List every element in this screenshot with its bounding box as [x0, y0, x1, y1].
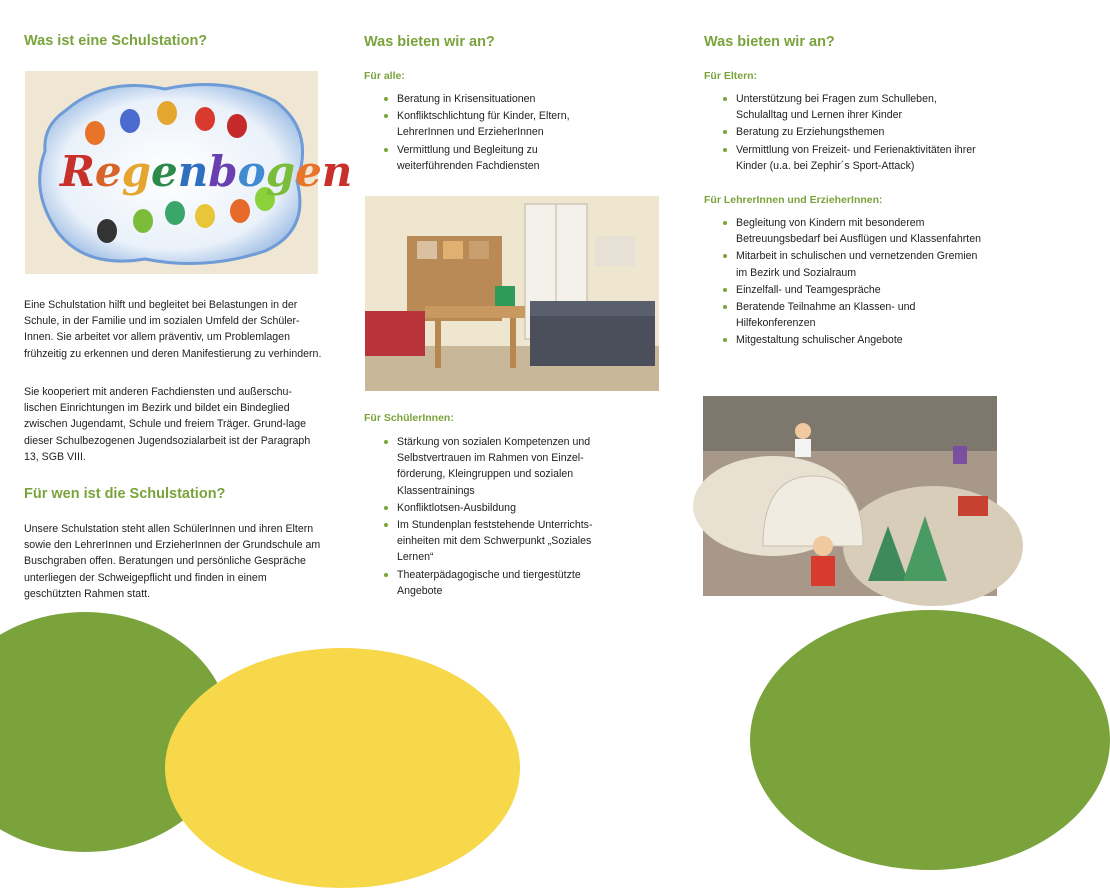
para-for-whom: Unsere Schulstation steht allen SchülerInnen und ihren Eltern sowie den LehrerInnen und ErzieherInnen der Grundschule am Buschgraben offen. Beratungen und persönliche Gespräche unterliegen der Schweigepflicht und finden in einem geschützten Rahmen statt. [24, 523, 321, 600]
sub-for-students: Für SchülerInnen: [364, 412, 454, 424]
list-for-teachers [722, 215, 982, 350]
para-cooperation: Sie kooperiert mit anderen Fachdiensten und außerschu-lischen Einrichtungen im Bezirk und bildet ein Bindeglied zwischen Jugendamt, Schule und freiem Träger. Grund-lage dieser Schulbezogenen Jugendsozialarbeit ist der Paragraph 13, SGB VIII. [24, 386, 311, 463]
heading-offer-2: Was bieten wir an? [704, 34, 835, 50]
para-intro: Eine Schulstation hilft und begleitet bei Belastungen in der Schule, in der Familie und im sozialen Umfeld der Schüler-Innen. Sie arbeitet vor allem präventiv, um Problemlagen frühzeitig zu erkennen und deren Manifestierung zu verhindern. [24, 299, 322, 360]
yellow-blob [165, 648, 520, 888]
regenbogen-logo-image [25, 71, 353, 274]
sub-for-parents: Für Eltern: [704, 70, 758, 82]
sub-for-teachers: Für LehrerInnen und ErzieherInnen: [704, 194, 883, 206]
list-item: Einzelfall- und Teamgespräche [722, 282, 982, 298]
list-item: Beratung in Krisensituationen [383, 91, 615, 107]
playmobil-photo [703, 396, 997, 596]
list-item: Mitarbeit in schulischen und vernetzenden Gremien im Bezirk und Sozialraum [722, 248, 982, 280]
list-item: Im Stundenplan feststehende Unterrichts-einheiten mit dem Schwerpunkt „Soziales Lernen“ [383, 517, 623, 566]
list-item: Begleitung von Kindern mit besonderem Betreuungsbedarf bei Ausflügen und Klassenfahrten [722, 215, 982, 247]
list-item: Beratung zu Erziehungsthemen [722, 124, 982, 140]
list-item: Vermittlung von Freizeit- und Ferienaktivitäten ihrer Kinder (u.a. bei Zephir´s Sport-Attack) [722, 142, 982, 174]
list-item: Beratende Teilnahme an Klassen- und Hilfekonferenzen [722, 299, 982, 331]
list-for-students [383, 434, 623, 600]
list-item: Vermittlung und Begleitung zu weiterführenden Fachdiensten [383, 142, 615, 174]
list-item: Stärkung von sozialen Kompetenzen und Selbstvertrauen im Rahmen von Einzel-förderung, Kleingruppen und sozialen Klassentrainings [383, 434, 623, 499]
room-photo [365, 196, 659, 391]
heading-for-whom: Für wen ist die Schulstation? [24, 486, 226, 502]
svg-text:Regenbogen: Regenbogen [60, 147, 353, 196]
sub-for-all: Für alle: [364, 70, 405, 82]
heading-offer-1: Was bieten wir an? [364, 34, 495, 50]
list-item: Mitgestaltung schulischer Angebote [722, 332, 982, 348]
list-for-all [383, 91, 615, 175]
list-item: Konfliktschlichtung für Kinder, Eltern, LehrerInnen und ErzieherInnen [383, 108, 615, 140]
list-item: Unterstützung bei Fragen zum Schulleben, Schulalltag und Lernen ihrer Kinder [722, 91, 982, 123]
list-item: Theaterpädagogische und tiergestützte Angebote [383, 567, 623, 599]
green-blob-right [750, 610, 1110, 870]
rainbow-handprint-icon [25, 71, 353, 274]
heading-what-is: Was ist eine Schulstation? [24, 33, 208, 49]
list-for-parents [722, 91, 982, 175]
list-item: Konfliktlotsen-Ausbildung [383, 500, 623, 516]
